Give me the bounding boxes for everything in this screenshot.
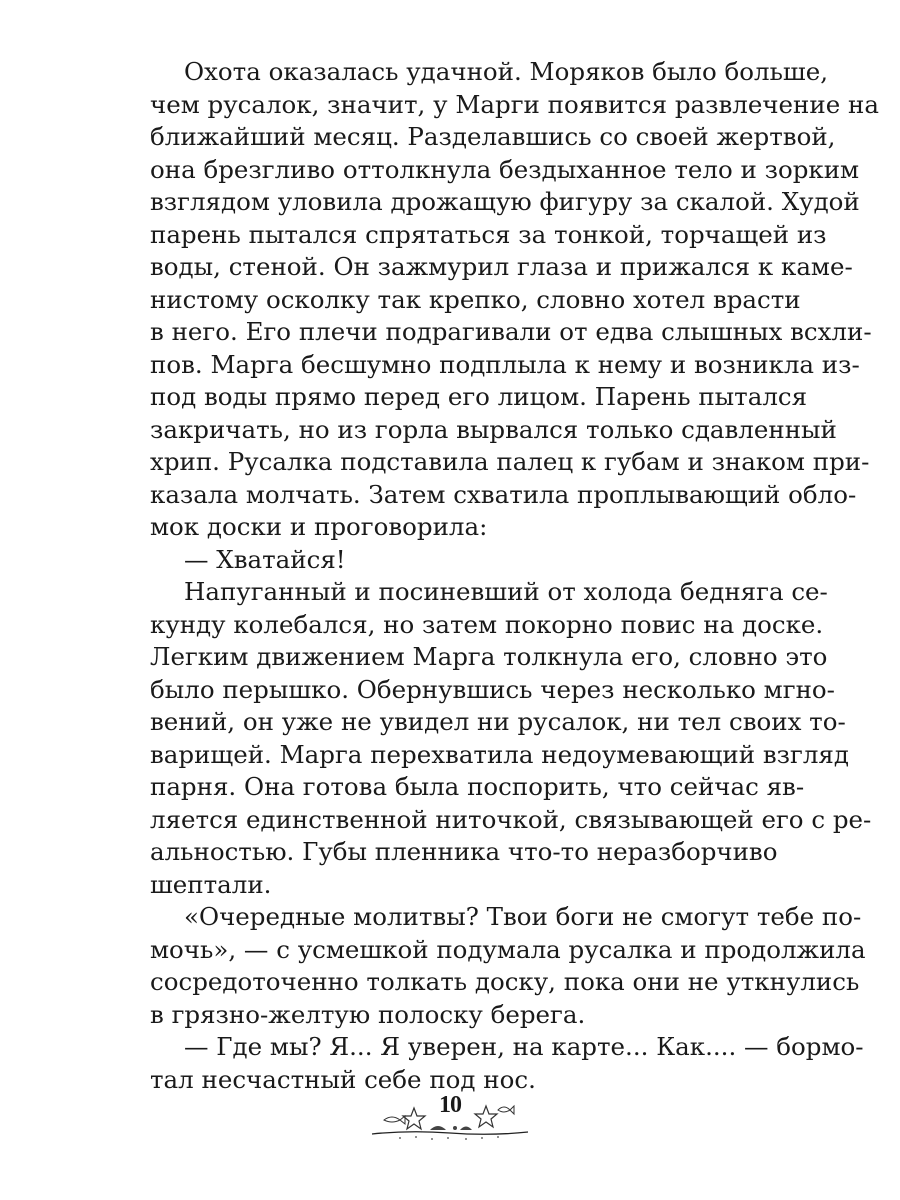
text-line: закричать, но из горла вырвался только сдавленный bbox=[150, 414, 837, 444]
text-line: Напуганный и посиневший от холода бедняга се- bbox=[184, 577, 828, 606]
text-line: она брезгливо оттолкнула бездыханное тело и зорким bbox=[150, 154, 860, 184]
text-line: Охота оказалась удачной. Моряков было больше, bbox=[184, 57, 828, 86]
text-line: — Где мы? Я... Я уверен, на карте... Как.... — бормо- bbox=[184, 1032, 864, 1061]
body-text bbox=[150, 56, 879, 1096]
text-line: мок доски и проговорила: bbox=[150, 512, 488, 541]
text-line: «Очередные молитвы? Твои боги не смогут тебе по- bbox=[184, 902, 862, 931]
text-line: тал несчастный себе под нос. bbox=[150, 1064, 536, 1094]
text-line: варищей. Марга перехватила недоумевающий взгляд bbox=[150, 739, 849, 769]
text-line: ближайший месяц. Разделавшись со своей жертвой, bbox=[150, 122, 836, 151]
text-line: парня. Она готова была поспорить, что сейчас яв- bbox=[150, 772, 805, 801]
text-line: сосредоточенно толкать доску, пока они не уткнулись bbox=[150, 967, 860, 996]
text-line: было перышко. Обернувшись через несколько мгно- bbox=[150, 674, 835, 704]
text-line: — Хватайся! bbox=[184, 544, 346, 574]
text-line: нистому осколку так крепко, словно хотел врасти bbox=[150, 284, 801, 314]
text-line: мочь», — с усмешкой подумала русалка и продолжила bbox=[150, 934, 866, 964]
page-number: 10 bbox=[439, 1092, 461, 1118]
text-line: воды, стеной. Он зажмурил глаза и прижался к каме- bbox=[150, 252, 853, 281]
text-line: чем русалок, значит, у Марги появится развлечение на bbox=[150, 89, 879, 119]
text-line: Легким движением Марга толкнула его, словно это bbox=[150, 642, 828, 671]
text-line: пов. Марга бесшумно подплыла к нему и возникла из- bbox=[150, 349, 860, 379]
text-line: вений, он уже не увидел ни русалок, ни тел своих то- bbox=[150, 707, 846, 736]
text-line: под воды прямо перед его лицом. Парень пытался bbox=[150, 382, 808, 411]
text-line: казала молчать. Затем схватила проплывающий обло- bbox=[150, 479, 857, 509]
text-line: парень пытался спрятаться за тонкой, торчащей из bbox=[150, 219, 827, 249]
text-line: альностью. Губы пленника что-то неразборчиво bbox=[150, 837, 778, 866]
page-footer bbox=[370, 1090, 530, 1146]
text-line: взглядом уловила дрожащую фигуру за скалой. Худой bbox=[150, 187, 860, 216]
text-line: в грязно-желтую полоску берега. bbox=[150, 999, 586, 1029]
text-line: в него. Его плечи подрагивали от едва слышных всхли- bbox=[150, 317, 872, 346]
text-line: хрип. Русалка подставила палец к губам и знаком при- bbox=[150, 447, 870, 476]
text-line: кунду колебался, но затем покорно повис на доске. bbox=[150, 609, 824, 639]
text-line: шептали. bbox=[150, 869, 272, 899]
text-line: ляется единственной ниточкой, связывающей его с ре- bbox=[150, 804, 872, 834]
